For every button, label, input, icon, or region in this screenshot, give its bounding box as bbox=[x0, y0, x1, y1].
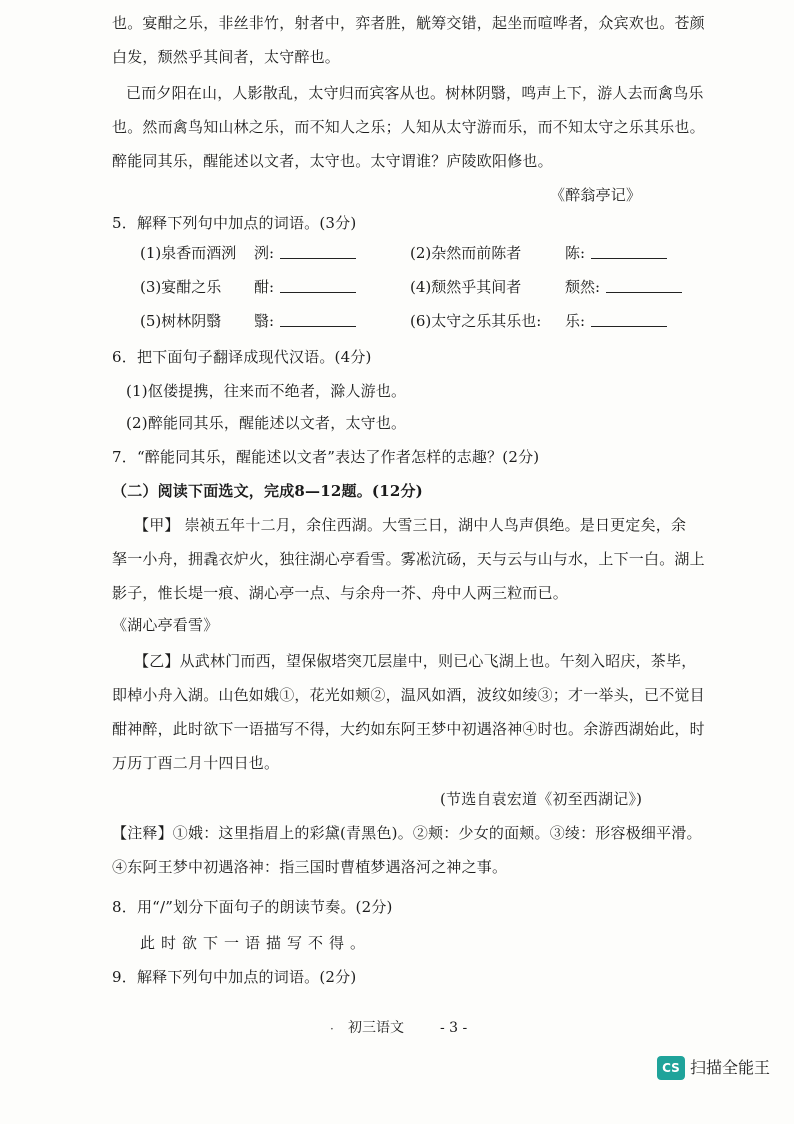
q5-item-2-word: 陈: bbox=[565, 244, 586, 262]
camscanner-logo-icon: CS bbox=[657, 1056, 685, 1080]
q5-stem: 5．解释下列句中加点的词语。(3分) bbox=[112, 214, 357, 232]
q5-item-2-text: (2)杂然而前陈者 bbox=[410, 244, 522, 262]
section2-heading: （二）阅读下面选文，完成8—12题。(12分) bbox=[112, 482, 423, 500]
q5-item-4-word: 颓然: bbox=[565, 278, 601, 296]
q8-stem: 8．用“/”划分下面句子的朗读节奏。(2分) bbox=[112, 898, 393, 916]
passage1-line-5: 醉能同其乐，醒能述以文者，太守也。太守谓谁？庐陵欧阳修也。 bbox=[112, 152, 553, 170]
yi-line-2: 即棹小舟入湖。山色如娥①，花光如颊②，温风如酒，波纹如绫③；才一举头，已不觉目 bbox=[112, 686, 705, 704]
passage1-line-3: 已而夕阳在山，人影散乱，太守归而宾客从也。树林阴翳，鸣声上下，游人去而禽鸟乐 bbox=[126, 84, 704, 102]
passage1-line-2: 白发，颓然乎其间者，太守醉也。 bbox=[112, 48, 341, 66]
notes-line-1: 【注释】①娥：这里指眉上的彩黛(青黑色)。②颊：少女的面颊。③绫：形容极细平滑。 bbox=[112, 824, 702, 842]
jia-source: 《湖心亭看雪》 bbox=[112, 616, 219, 634]
passage1-line-1: 也。宴酣之乐，非丝非竹，射者中，弈者胜，觥筹交错，起坐而喧哗者，众宾欢也。苍颜 bbox=[112, 14, 705, 32]
q5-item-3-blank[interactable] bbox=[280, 278, 356, 293]
q6-sentence-2: (2)醉能同其乐，醒能述以文者，太守也。 bbox=[126, 414, 407, 432]
footer-subject: 初三语文 bbox=[348, 1020, 404, 1036]
jia-line-2: 拏一小舟，拥毳衣炉火，独往湖心亭看雪。雾凇沆砀，天与云与山与水，上下一白。湖上 bbox=[112, 550, 705, 568]
q5-item-6 bbox=[410, 310, 541, 332]
q5-item-6-word: 乐: bbox=[565, 312, 586, 330]
q6-sentence-1: (1)伛偻提携，往来而不绝者，滁人游也。 bbox=[126, 382, 407, 400]
q6-stem: 6．把下面句子翻译成现代汉语。(4分) bbox=[112, 348, 372, 366]
q5-item-3-text: (3)宴酣之乐 bbox=[140, 278, 222, 296]
q5-item-1 bbox=[140, 242, 236, 264]
q5-item-4 bbox=[410, 276, 521, 298]
footer-mark: · bbox=[330, 1022, 334, 1036]
passage1-line-4: 也。然而禽鸟知山林之乐，而不知人之乐；人知从太守游而乐，而不知太守之乐其乐也。 bbox=[112, 118, 705, 136]
q5-item-3-word: 酣: bbox=[254, 278, 275, 296]
q5-item-5-blank[interactable] bbox=[280, 312, 356, 327]
jia-line-3: 影子，惟长堤一痕、湖心亭一点、与余舟一芥、舟中人两三粒而已。 bbox=[112, 584, 569, 602]
footer-page-number: - 3 - bbox=[440, 1020, 468, 1036]
q9-stem: 9．解释下列句中加点的词语。(2分) bbox=[112, 968, 357, 986]
q5-item-5 bbox=[140, 310, 221, 332]
notes-line-2: ④东阿王梦中初遇洛神：指三国时曹植梦遇洛河之神之事。 bbox=[112, 858, 508, 876]
yi-source: (节选自袁宏道《初至西湖记》) bbox=[440, 790, 643, 808]
q5-item-3 bbox=[140, 276, 221, 298]
jia-line-1: 【甲】 崇祯五年十二月，余住西湖。大雪三日，湖中人鸟声俱绝。是日更定矣，余 bbox=[134, 516, 687, 534]
q5-item-5-answer bbox=[254, 310, 356, 332]
q5-item-6-blank[interactable] bbox=[591, 312, 667, 327]
q5-item-3-answer bbox=[254, 276, 356, 298]
q5-item-4-blank[interactable] bbox=[606, 278, 682, 293]
passage1-source: 《醉翁亭记》 bbox=[550, 186, 642, 204]
yi-line-4: 万历丁酉二月十四日也。 bbox=[112, 754, 280, 772]
q5-item-5-text: (5)树林阴翳 bbox=[140, 312, 222, 330]
q5-item-1-text: (1)泉香而酒洌 bbox=[140, 244, 237, 262]
q5-item-2-answer bbox=[565, 242, 667, 264]
q7-stem: 7．“醉能同其乐，醒能述以文者”表达了作者怎样的志趣？(2分) bbox=[112, 448, 540, 466]
q5-item-1-word: 洌: bbox=[254, 244, 275, 262]
q5-item-4-text: (4)颓然乎其间者 bbox=[410, 278, 522, 296]
q5-item-5-word: 翳: bbox=[254, 312, 275, 330]
camscanner-watermark-text: 扫描全能王 bbox=[690, 1058, 771, 1077]
q5-item-1-answer bbox=[254, 242, 356, 264]
q5-item-6-text: (6)太守之乐其乐也: bbox=[410, 312, 542, 330]
q8-sentence: 此时欲下一语描写不得。 bbox=[140, 934, 372, 952]
q5-item-2-blank[interactable] bbox=[591, 244, 667, 259]
yi-line-1: 【乙】从武林门而西，望保俶塔突兀层崖中，则已心飞湖上也。午刻入昭庆，茶毕， bbox=[134, 652, 697, 670]
q5-item-1-blank[interactable] bbox=[280, 244, 356, 259]
yi-line-3: 酣神醉，此时欲下一语描写不得，大约如东阿王梦中初遇洛神④时也。余游西湖始此，时 bbox=[112, 720, 705, 738]
q5-item-2 bbox=[410, 242, 521, 264]
q5-item-4-answer bbox=[565, 276, 682, 298]
q5-item-6-answer bbox=[565, 310, 667, 332]
